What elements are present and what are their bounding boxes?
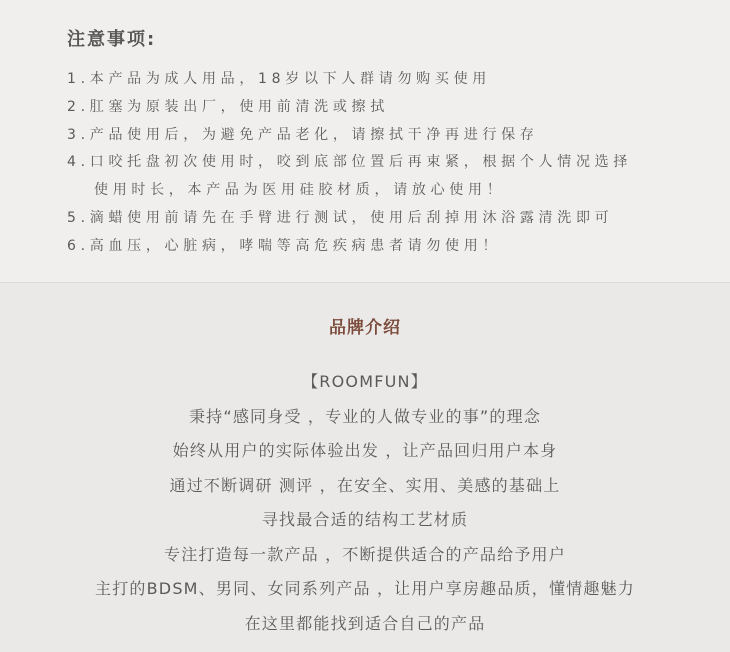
brand-line-2: 始终从用户的实际体验出发 ，让产品回归用户本身 (172, 441, 558, 460)
section-divider (0, 282, 730, 283)
notes-section (0, 0, 730, 282)
brand-line-3: 通过不断调研 测评 ，在安全、实用、美感的基础上 (169, 475, 561, 495)
note-item-1: 1.本产品为成人用品，18岁以下人群请勿购买使用 (67, 71, 491, 87)
note-item-6: 6.高血压，心脏病，哮喘等高危疾病患者请勿使用！ (67, 237, 502, 254)
note-item-2: 2.肛塞为原装出厂，使用前清洗或擦拭 (67, 98, 389, 115)
note-item-4: 4.口咬托盘初次使用时，咬到底部位置后再束紧，根据个人情况选择 (67, 154, 633, 171)
brand-name: 【ROOMFUN】 (302, 372, 428, 391)
brand-line-4: 寻找最合适的结构工艺材质 (261, 510, 469, 529)
brand-line-1: 秉持“感同身受 ，专业的人做专业的事”的理念 (188, 406, 542, 426)
notes-list (67, 66, 632, 261)
brand-title: 品牌介绍 (329, 318, 401, 338)
brand-line-7: 在这里都能找到适合自己的产品 (244, 613, 486, 633)
brand-line-6: 主打的BDSM、男同、女同系列产品 ，让用户享房趣品质，懂情趣魅力 (95, 579, 635, 598)
note-item-4-continued: 使用时长，本产品为医用硅胶材质，请放心使用！ (94, 182, 506, 199)
brand-lines (0, 365, 730, 641)
note-item-3: 3.产品使用后，为避免产品老化，请擦拭干净再进行保存 (67, 126, 539, 143)
brand-line-5: 专注打造每一款产品 ，不断提供适合的产品给予用户 (164, 544, 566, 564)
note-item-5: 5.滴蜡使用前请先在手臂进行测试，使用后刮掉用沐浴露清洗即可 (67, 209, 614, 226)
notes-title: 注意事项: (67, 29, 157, 50)
